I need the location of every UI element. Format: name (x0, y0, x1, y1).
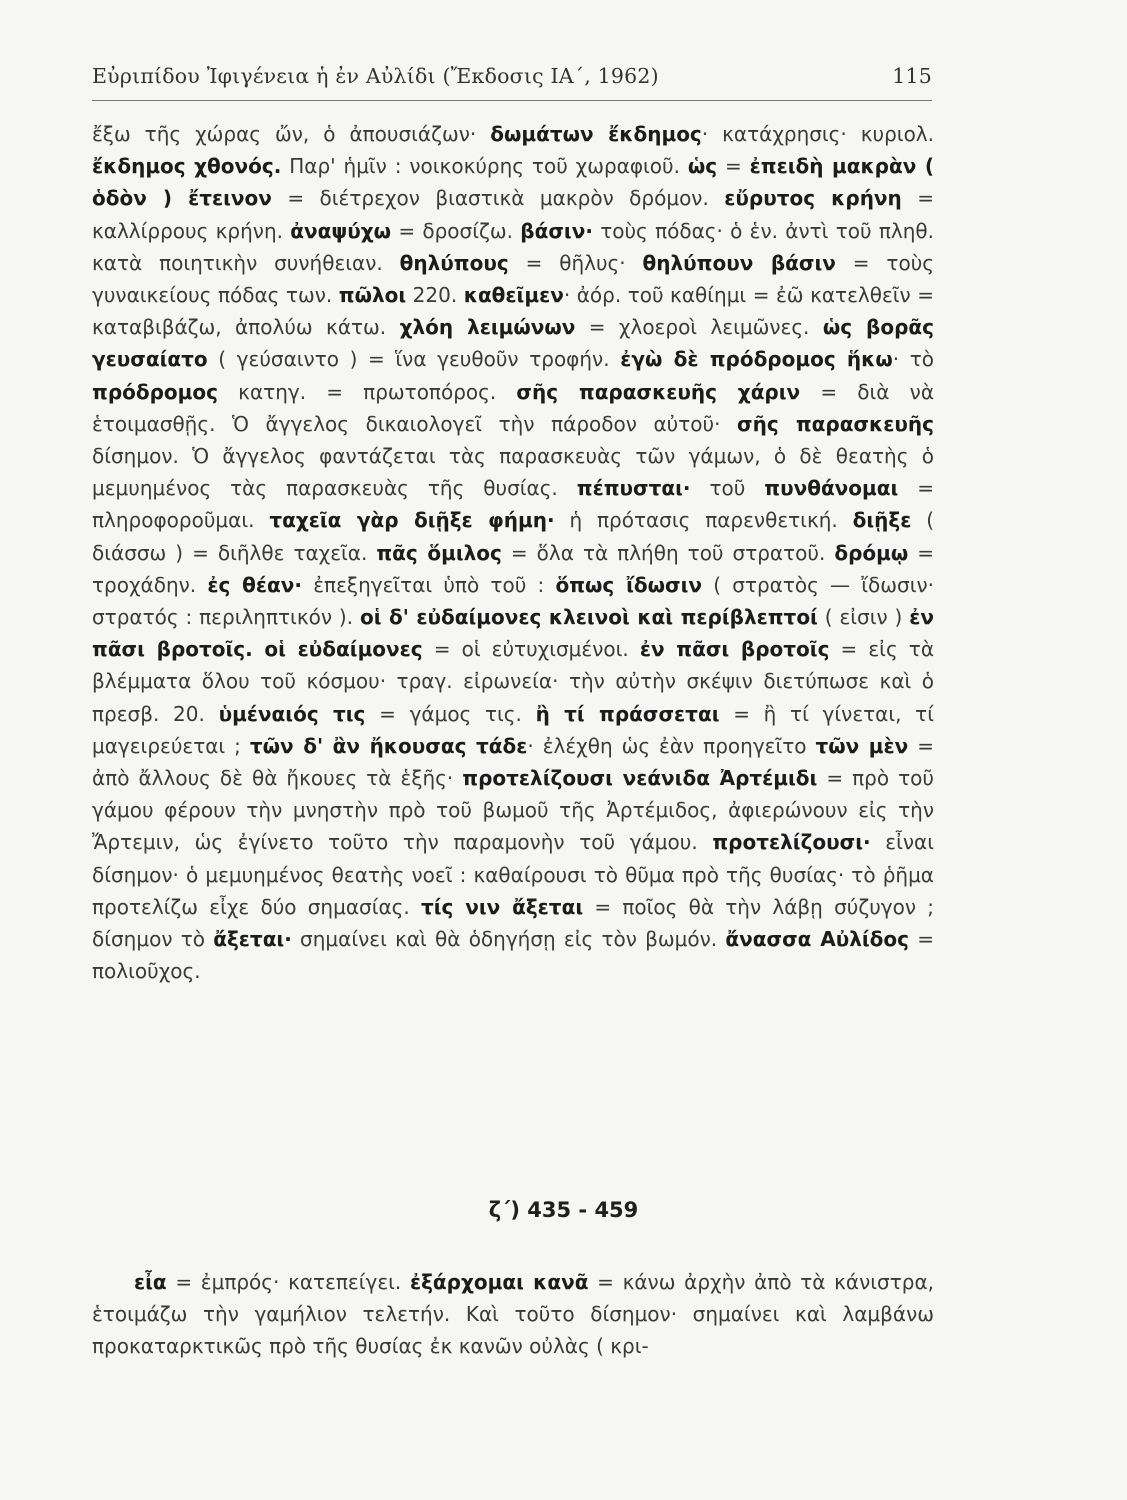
gloss-text: = καλλίρρους κρήνη. (92, 186, 934, 243)
lemma-term: προτελίζουσι· (712, 830, 871, 855)
gloss-text: = τροχάδην. (92, 540, 935, 597)
running-header (92, 64, 932, 88)
gloss-text: = οἱ εὐτυχισμένοι. (422, 637, 640, 662)
gloss-text: = διὰ νὰ ἑτοιμασθῇς. Ὁ ἄγγελος δικαιολογεῖ τὴν πάροδον αὐτοῦ· (92, 379, 935, 436)
lemma-term: θηλύπους (399, 250, 509, 275)
gloss-text: = πρὸ τοῦ γάμου φέρουν τὴν μνηστὴν πρὸ τοῦ βωμοῦ τῆς Ἀρτέμιδος, ἀφιερώνουν εἰς τὴν Ἄρτεμιν, ὡς ἐγίνετο τοῦτο τὴν παραμονὴν τοῦ γάμου. (92, 766, 934, 855)
commentary-paragraph (92, 118, 934, 987)
lemma-term: δωμάτων ἔκδημος (490, 122, 702, 146)
gloss-text: · ἐλέχθη ὡς ἐὰν προηγεῖτο (527, 733, 816, 758)
lemma-term: πυνθάνομαι (764, 476, 899, 501)
lemma-term: πρόδρομος (92, 379, 218, 404)
lemma-term: προτελίζουσι νεάνιδα Ἀρτέμιδι (462, 766, 818, 791)
lemma-term: ταχεῖα γὰρ διῇξε φήμη· (269, 508, 555, 533)
gloss-text: · κατάχρησις· κυριολ. (701, 122, 935, 146)
gloss-text: = πολιοῦχος. (92, 927, 935, 984)
gloss-text: ( γεύσαιντο ) = ἵνα γευθοῦν τροφήν. (207, 347, 621, 372)
lemma-term: πέπυσται· (576, 476, 691, 501)
lemma-term: ὅπως ἴδωσιν (555, 572, 702, 597)
lemma-term: ἀναψύχω (290, 218, 392, 243)
gloss-text: Παρ' ἡμῖν : νοικοκύρης τοῦ χωραφιοῦ. (281, 154, 688, 179)
lemma-term: σῆς παρασκευῆς χάριν (516, 379, 801, 404)
lemma-term: ἔκδημος χθονός. (92, 154, 282, 179)
gloss-text: ( εἰσιν ) (817, 605, 910, 630)
lemma-term: ὡς βορᾶς γευσαίατο (92, 315, 935, 372)
lemma-term: ἐν πᾶσι βροτοῖς (639, 637, 830, 662)
lemma-term: τῶν δ' ἂν ἤκουσας τάδε (249, 733, 528, 758)
lemma-term: πᾶς ὅμιλος (376, 540, 502, 565)
gloss-text: εἶναι δίσημον· ὁ μεμυημένος θεατὴς νοεῖ : καθαίρουσι τὸ θῦμα πρὸ τῆς θυσίας· τὸ ῥῆμα προτελίζω εἶχε δύο σημασίας. (92, 830, 934, 919)
gloss-text: = ποῖος θὰ τὴν λάβῃ σύζυγον ; δίσημον τὸ (92, 894, 934, 952)
lemma-term: ὡς (687, 154, 718, 179)
gloss-text: τοῦ (690, 476, 765, 501)
commentary-block (92, 118, 934, 987)
lemma-term: ἐξάρχομαι κανᾶ (409, 1270, 589, 1294)
lemma-term: χλόη λειμώνων (399, 315, 576, 340)
lemma-term: καθεῖμεν (463, 283, 564, 308)
gloss-text: ἐπεξηγεῖται ὑπὸ τοῦ : (302, 572, 556, 597)
gloss-text: = ἢ τί γίνεται, τί μαγειρεύεται ; (92, 701, 934, 758)
lemma-term: σῆς παρασκευῆς (737, 411, 934, 436)
lemma-term: εὔρυτος κρήνη (724, 186, 902, 211)
page-number: 115 (892, 64, 932, 88)
gloss-text: = τοὺς γυναικείους πόδας των. (92, 250, 935, 308)
gloss-text: δίσημον. Ὁ ἄγγελος φαντάζεται τὰς παρασκευὰς τῶν γάμων, ὁ δὲ θεατὴς ὁ μεμυημένος τὰς παρασκευὰς τῆς θυσίας. (92, 444, 934, 501)
lemma-term: ἄξεται· (213, 927, 292, 952)
gloss-text: σημαίνει καὶ θὰ ὁδηγήσῃ εἰς τὸν βωμόν. (291, 927, 726, 952)
gloss-text: = διέτρεχον βιαστικὰ μακρὸν δρόμον. (271, 186, 725, 211)
gloss-text: ( διάσσω ) = διῆλθε ταχεῖα. (92, 508, 935, 565)
lemma-term: τῶν μὲν (815, 733, 909, 758)
lemma-term: πῶλοι (338, 283, 407, 308)
lemma-term: τίς νιν ἄξεται (420, 894, 584, 919)
gloss-text: ἡ πρότασις παρενθετική. (554, 508, 853, 533)
lemma-term: ἐς θέαν· (207, 572, 303, 597)
gloss-text: ( στρατὸς — ἴδωσιν· στρατός : περιληπτικόν ). (92, 572, 934, 630)
gloss-text: = θῆλυς· (508, 250, 643, 275)
section-heading: ζ΄) 435 - 459 (488, 1198, 639, 1222)
lemma-term: βάσιν· (520, 218, 593, 243)
lemma-term: εἶα (134, 1270, 167, 1294)
gloss-text: = πληροφοροῦμαι. (92, 476, 934, 533)
gloss-text: = κάνω ἀρχὴν ἀπὸ τὰ κάνιστρα, ἑτοιμάζω τὴν γαμήλιον τελετήν. Καὶ τοῦτο δίσημον· σημαίνει καὶ λαμβάνω προκαταρκτικῶς πρὸ τῆς θυσίας ἐκ κανῶν οὐλὰς ( κρι- (92, 1270, 935, 1359)
lemma-term: ἐπειδὴ μακρὰν ( ὁδὸν ) ἔτεινον (92, 154, 934, 211)
lemma-term: οἱ δ' εὐδαίμονες κλεινοὶ καὶ περίβλεπτοί (359, 605, 818, 630)
lemma-term: ὑμέναιός τις (218, 701, 366, 726)
lemma-term: ἢ τί πράσσεται (535, 701, 720, 726)
lemma-term: δρόμῳ (834, 540, 909, 565)
gloss-text: 220. (406, 283, 464, 308)
gloss-text: · ἀόρ. τοῦ καθίημι = ἐῶ κατελθεῖν = καταβιβάζω, ἀπολύω κάτω. (92, 283, 934, 340)
gloss-text: = ὅλα τὰ πλήθη τοῦ στρατοῦ. (501, 540, 835, 565)
commentary-paragraph-2 (92, 1266, 934, 1363)
running-title: Εὐριπίδου Ἰφιγένεια ἡ ἐν Αὐλίδι (Ἔκδοσις ΙΑ΄, 1962) (92, 64, 659, 88)
gloss-text: · τὸ (892, 347, 935, 372)
gloss-text: = δροσίζω. (391, 218, 521, 243)
header-rule (92, 100, 932, 101)
gloss-text: = χλοεροὶ λειμῶνες. (575, 315, 823, 340)
commentary-block-2 (92, 1266, 934, 1363)
gloss-text: τοὺς πόδας· ὁ ἑν. ἀντὶ τοῦ πληθ. κατὰ ποιητικὴν συνήθειαν. (92, 218, 934, 275)
lemma-term: θηλύπουν βάσιν (642, 250, 836, 275)
gloss-text: = ἀπὸ ἄλλους δὲ θὰ ἤκουες τὰ ἑξῆς· (92, 733, 934, 791)
gloss-text: = γάμος τις. (365, 701, 536, 726)
lemma-term: ἐν πᾶσι βροτοῖς. οἱ εὐδαίμονες (92, 605, 935, 662)
lemma-term: ἄνασσα Αὐλίδος (725, 927, 910, 952)
gloss-text: ἔξω τῆς χώρας ὤν, ὁ ἀπουσιάζων· (92, 122, 491, 146)
lemma-term: ἐγὼ δὲ πρόδρομος ἥκω (620, 347, 893, 372)
gloss-text: κατηγ. = πρωτοπόρος. (218, 379, 517, 404)
gloss-text: = ἐμπρός· κατεπείγει. (166, 1270, 410, 1294)
lemma-term: διῇξε (852, 508, 912, 533)
gloss-text: = (717, 154, 750, 179)
gloss-text: = εἰς τὰ βλέμματα ὅλου τοῦ κόσμου· τραγ. εἰρωνεία· τὴν αὐτὴν σκέψιν διετύπωσε καὶ ὁ πρεσβ. 20. (92, 637, 934, 726)
